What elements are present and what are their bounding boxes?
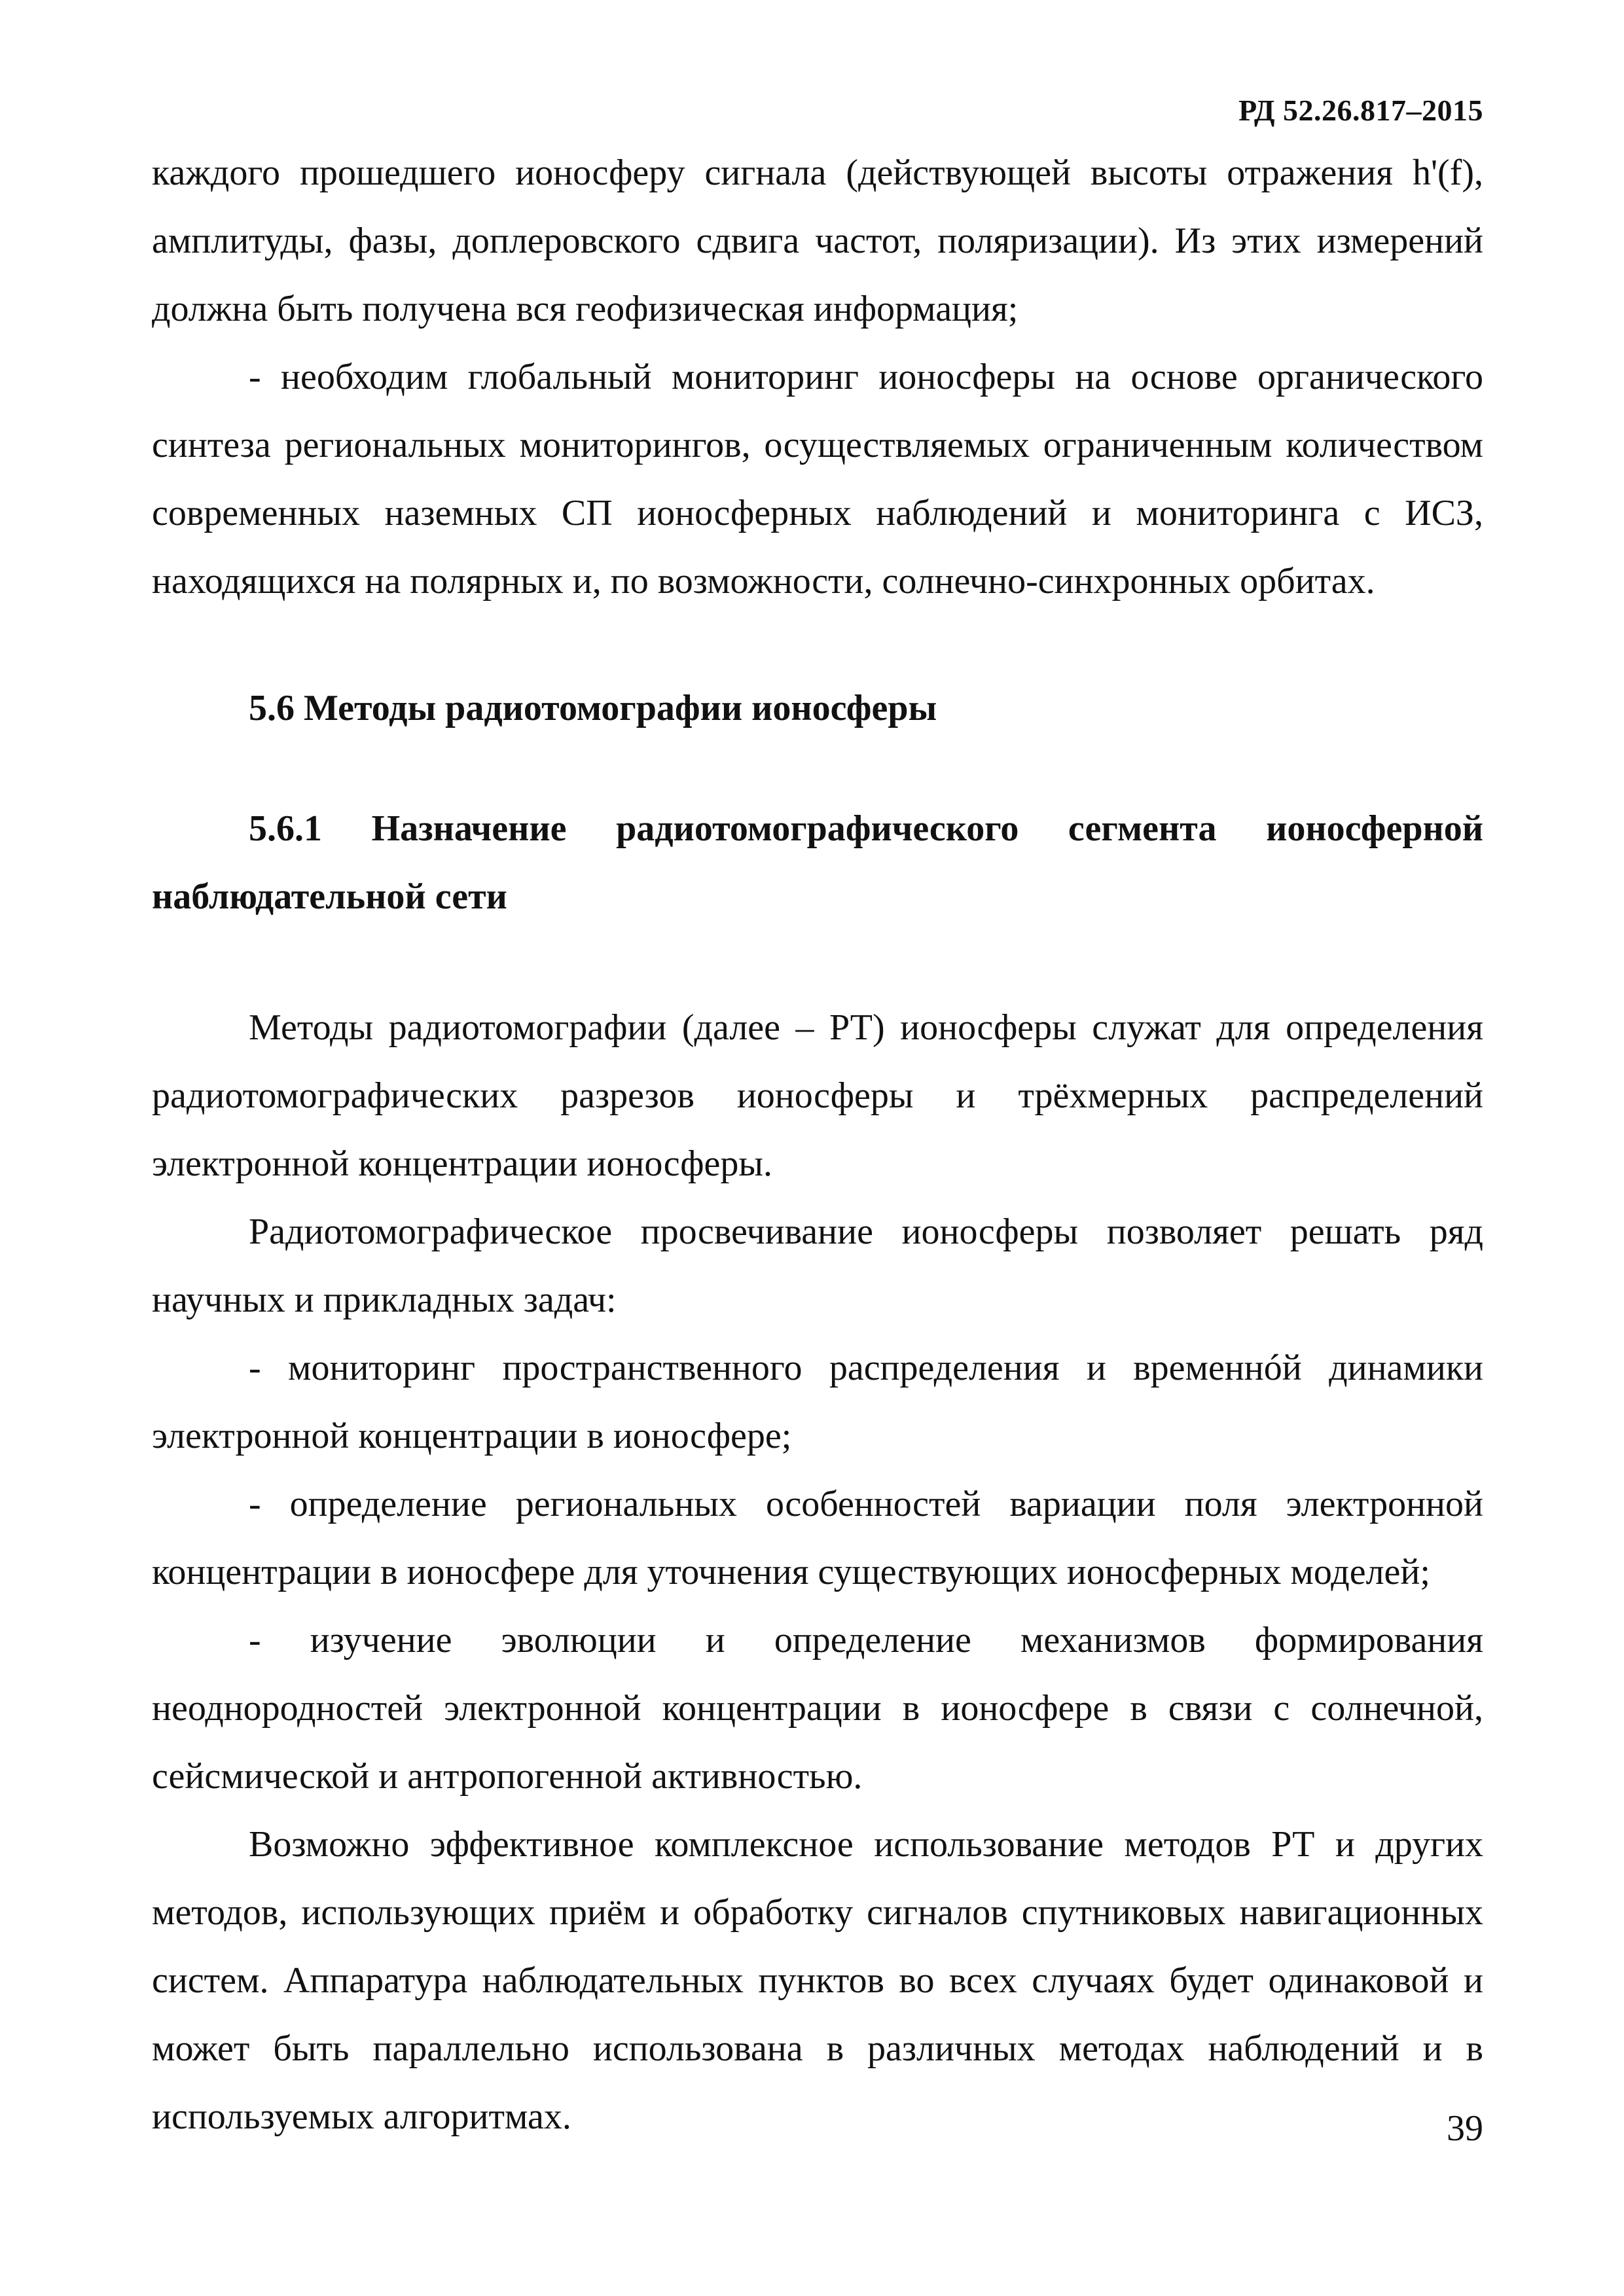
document-code-header: РД 52.26.817–2015 [1238,94,1483,127]
paragraph-global-monitoring: - необходим глобальный мониторинг ионосферы на основе органического синтеза региональных мониторингов, осуществляемых ограниченным количеством современных наземных СП ионосферных наблюдений и мониторинга с ИСЗ, находящихся на полярных и, по возможности, солнечно-синхронных орбитах. [152,357,1483,601]
paragraph-continuation: каждого прошедшего ионосферу сигнала (действующей высоты отражения h'(f), амплитуды, фазы, доплеровского сдвига частот, поляризации). Из этих измерений должна быть получена вся геофизическая информация; [152,152,1483,329]
subsection-heading-5-6-1: 5.6.1 Назначение радиотомографического сегмента ионосферной наблюдательной сети [152,808,1483,917]
list-item-monitoring: - мониторинг пространственного распределения и временнóй динамики электронной концентрации в ионосфере; [152,1348,1483,1456]
paragraph-rt-tasks: Радиотомографическое просвечивание ионосферы позволяет решать ряд научных и прикладных задач: [152,1211,1483,1320]
page-body [152,139,1483,2151]
paragraph-complex-use: Возможно эффективное комплексное использование методов РТ и других методов, использующих приём и обработку сигналов спутниковых навигационных систем. Аппаратура наблюдательных пунктов во всех случаях будет одинаковой и может быть параллельно использована в различных методах наблюдений и в используемых алгоритмах. [152,1824,1483,2137]
list-item-evolution: - изучение эволюции и определение механизмов формирования неоднородностей электронной концентрации в ионосфере в связи с солнечной, сейсмической и антропогенной активностью. [152,1620,1483,1797]
paragraph-rt-methods: Методы радиотомографии (далее – РТ) ионосферы служат для определения радиотомографических разрезов ионосферы и трёхмерных распределений электронной концентрации ионосферы. [152,1007,1483,1184]
list-item-regional-features: - определение региональных особенностей вариации поля электронной концентрации в ионосфере для уточнения существующих ионосферных моделей; [152,1484,1483,1592]
section-heading-5-6: 5.6 Методы радиотомографии ионосферы [249,688,937,728]
page-number: 39 [1447,2108,1483,2149]
